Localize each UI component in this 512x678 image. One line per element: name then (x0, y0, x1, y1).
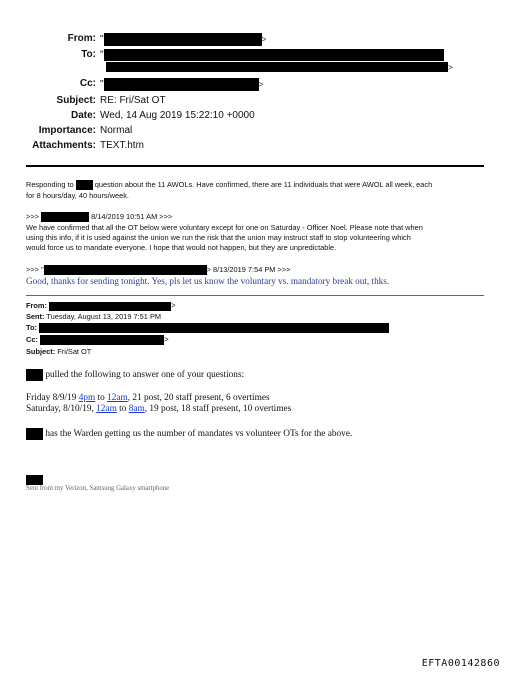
orig-sent-row: Sent: Tuesday, August 13, 2019 7:51 PM (26, 312, 162, 321)
importance-label: Importance: (38, 125, 96, 136)
redaction (76, 180, 93, 190)
redaction (104, 49, 444, 61)
signature-line: Sent from my Verizon, Samsung Galaxy smartphone (26, 485, 170, 492)
time-link[interactable]: 8am (128, 404, 145, 414)
document-id: EFTA00142860 (421, 658, 500, 669)
time-link[interactable]: 12am (107, 393, 128, 403)
reply3-header: >>> " > 8/13/2019 7:54 PM >>> (26, 265, 291, 274)
redaction (44, 265, 207, 275)
to-gt: > (448, 63, 453, 72)
reply2-line3: would force us to mandate everyone. I hope that would not happen, but they are unpredictable. (26, 243, 337, 252)
date-value: Wed, 14 Aug 2019 15:22:10 +0000 (100, 110, 255, 121)
subject-value: RE: Fri/Sat OT (100, 95, 166, 106)
subject-label: Subject: (56, 95, 96, 106)
importance-value: Normal (100, 125, 133, 136)
redaction (40, 335, 164, 345)
date-label: Date: (70, 110, 96, 121)
reply1-line2: for 8 hours/day, 40 hours/week. (26, 191, 129, 200)
from-label: From: (67, 33, 96, 44)
reply2-header: >>> 8/14/2019 10:51 AM >>> (26, 212, 173, 221)
orig-cc-row: Cc: > (26, 335, 169, 344)
reply2-line1: We have confirmed that all the OT below were voluntary except for one on Saturday - Officer Noel. Please note that when (26, 223, 423, 232)
redaction (104, 33, 262, 46)
from-gt: > (261, 35, 267, 45)
body-para1: pulled the following to answer one of your questions: (26, 369, 244, 381)
redaction (104, 78, 259, 91)
cc-quote: " (100, 79, 104, 91)
orig-from-row: From: > (26, 301, 176, 310)
orig-to-row: To: (26, 323, 389, 333)
reply1-line1: Responding to question about the 11 AWOLs. Have confirmed, there are 11 individuals that were AWOL all week, each (26, 180, 433, 189)
cc-label: Cc: (79, 78, 96, 89)
to-label: To: (81, 49, 96, 60)
to-quote: " (100, 49, 104, 61)
body-saturday-line: Saturday, 8/10/19, 12am to 8am, 19 post, 18 staff present, 10 overtimes (26, 404, 292, 414)
body-para3: has the Warden getting us the number of mandates vs volunteer OTs for the above. (26, 428, 352, 440)
header-divider (26, 165, 484, 167)
redaction (39, 323, 389, 333)
redaction (26, 369, 43, 381)
redaction (49, 302, 171, 311)
reply2-line2: using this info, if it is used against the union we run the risk that the union may instruct staff to stop volunteering which (26, 233, 411, 242)
orig-subject-row: Subject: Fri/Sat OT (26, 347, 92, 356)
cc-gt: > (258, 80, 264, 90)
redaction (106, 62, 448, 72)
attachments-value: TEXT.htm (100, 140, 144, 151)
reply3-line1: Good, thanks for sending tonight. Yes, pls let us know the voluntary vs. mandatory break out, thks. (26, 276, 390, 286)
redaction (26, 428, 43, 440)
time-link[interactable]: 4pm (78, 393, 96, 403)
attachments-label: Attachments: (32, 140, 96, 151)
redaction (41, 212, 89, 222)
time-link[interactable]: 12am (96, 404, 117, 414)
from-quote: " (100, 34, 104, 46)
original-divider (26, 295, 484, 296)
body-friday-line: Friday 8/9/19 4pm to 12am, 21 post, 20 staff present, 6 overtimes (26, 393, 270, 403)
